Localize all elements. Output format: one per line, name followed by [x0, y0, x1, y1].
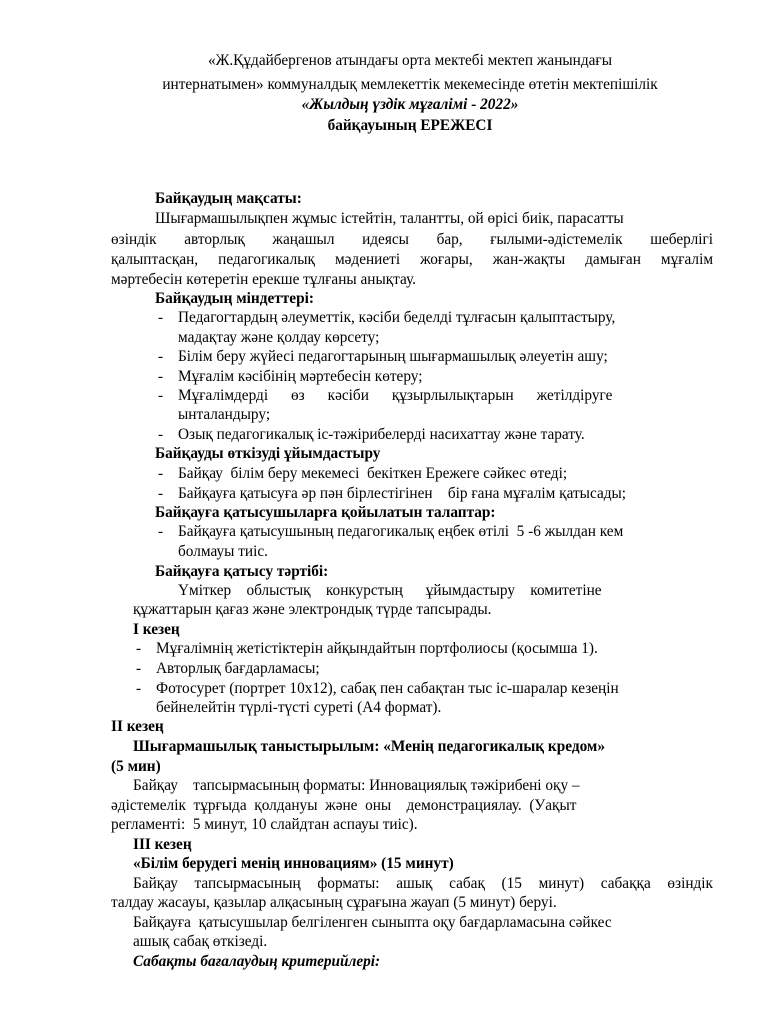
stage-1-item-2: Авторлық бағдарламасы; [156, 660, 320, 677]
stage-2-heading: ІІ кезең [111, 718, 164, 735]
list-dash: - [158, 465, 164, 482]
list-dash: - [158, 368, 164, 385]
list-dash: - [136, 660, 142, 677]
list-dash: - [158, 348, 164, 365]
aim-text-line-3: қалыптасқан, педагогикалық мәдениеті жоғары, жан-жақты дамыған мұғалім [111, 251, 713, 268]
requirements-heading: Байқауға қатысушыларға қойылатын талаптар: [155, 504, 496, 521]
title-line-2: интернатымен» коммуналдық мемлекеттік мекемесінде өтетін мектепішілік [162, 76, 658, 93]
stage-2-subheading-line-2: (5 мин) [111, 758, 161, 775]
stage-3-subheading: «Білім берудегі менің инновациям» (15 минут) [133, 855, 454, 872]
stage-3-heading: ІІІ кезең [133, 836, 192, 853]
stage-3-text-2-line-2: ашық сабақ өткізеді. [133, 933, 268, 950]
stage-3-text-2-line-1: Байқауға қатысушылар белгіленген сыныпта оқу бағдарламасына сәйкес [133, 914, 612, 931]
list-dash: - [158, 387, 164, 404]
organization-item-2: Байқауға қатысуға әр пән бірлестігінен бір ғана мұғалім қатысады; [178, 485, 627, 502]
tasks-item-1-line-1: Педагогтардың әлеуметтік, кәсіби беделді тұлғасын қалыптастыру, [178, 309, 616, 326]
tasks-heading: Байқаудың міндеттері: [155, 290, 314, 307]
list-dash: - [136, 640, 142, 657]
stage-1-heading: І кезең [133, 621, 180, 638]
list-dash: - [158, 523, 164, 540]
stage-1-item-3-line-2: бейнелейтін түрлі-түсті суреті (А4 формат). [156, 699, 442, 716]
stage-2-text-line-3: регламенті: 5 минут, 10 слайдтан аспауы тиіс). [111, 816, 418, 833]
stage-3-criteria-heading: Сабақты бағалаудың критерийлері: [133, 953, 381, 970]
requirements-item-1-line-2: болмауы тиіс. [178, 543, 268, 560]
stage-2-text-line-1: Байқау тапсырмасының форматы: Инновациялық тәжірибені оқу – [133, 777, 580, 794]
organization-heading: Байқауды өткізуді ұйымдастыру [155, 445, 381, 462]
procedure-heading: Байқауға қатысу тәртібі: [155, 563, 329, 580]
stage-1-item-3-line-1: Фотосурет (портрет 10х12), сабақ пен сабақтан тыс іс-шаралар кезеңін [156, 680, 619, 697]
tasks-item-3: Мұғалім кәсібінің мәртебесін көтеру; [178, 368, 423, 385]
aim-heading: Байқаудың мақсаты: [155, 190, 302, 207]
organization-item-1: Байқау білім беру мекемесі бекіткен Ережеге сәйкес өтеді; [178, 465, 568, 482]
tasks-item-2: Білім беру жүйесі педагогтарының шығармашылық әлеуетін ашу; [178, 348, 608, 365]
aim-text-line-4: мәртебесін көтеретін ерекше тұлғаны анықтау. [111, 271, 417, 288]
title-line-4: байқауының ЕРЕЖЕСІ [327, 117, 493, 134]
list-dash: - [136, 680, 142, 697]
list-dash: - [158, 309, 164, 326]
tasks-item-5: Озық педагогикалық іс-тәжірибелерді насихаттау және тарату. [178, 426, 585, 443]
stage-3-text-1-line-1: Байқау тапсырмасының форматы: ашық сабақ (15 минут) сабаққа өзіндік [133, 875, 713, 892]
title-line-1: «Ж.Құдайбергенов атындағы орта мектебі мектеп жанындағы [208, 52, 612, 69]
title-line-3: «Жылдың үздік мұғалімі - 2022» [301, 96, 519, 113]
aim-text-line-1: Шығармашылықпен жұмыс істейтін, талантты, ой өрісі биік, парасатты [155, 210, 624, 227]
list-dash: - [158, 485, 164, 502]
procedure-text-line-2: құжаттарын қағаз және электрондық түрде тапсырады. [133, 601, 492, 618]
list-dash: - [158, 426, 164, 443]
requirements-item-1-line-1: Байқауға қатысушының педагогикалық еңбек өтілі 5 -6 жылдан кем [178, 523, 624, 540]
procedure-text-line-1: Үміткер облыстық конкурстың ұйымдастыру комитетіне [178, 582, 602, 599]
stage-2-text-line-2: әдістемелік тұрғыда қолдануы және оны демонстрациялау. (Уақыт [111, 797, 577, 814]
aim-text-line-2: өзіндік авторлық жаңашыл идеясы бар, ғылыми-әдістемелік шеберлігі [111, 231, 713, 248]
tasks-item-4-line-1: Мұғалімдерді өз кәсіби құзырлылықтарын жетілдіруге [178, 387, 613, 404]
tasks-item-1-line-2: мадақтау және қолдау көрсету; [178, 329, 380, 346]
stage-3-text-1-line-2: талдау жасауы, қазылар алқасының сұрағына жауап (5 минут) беруі. [111, 894, 557, 911]
stage-1-item-1: Мұғалімнің жетістіктерін айқындайтын портфолиосы (қосымша 1). [156, 640, 598, 657]
stage-2-subheading-line-1: Шығармашылық таныстырылым: «Менің педагогикалық кредом» [133, 738, 605, 755]
tasks-item-4-line-2: ынталандыру; [178, 406, 271, 423]
